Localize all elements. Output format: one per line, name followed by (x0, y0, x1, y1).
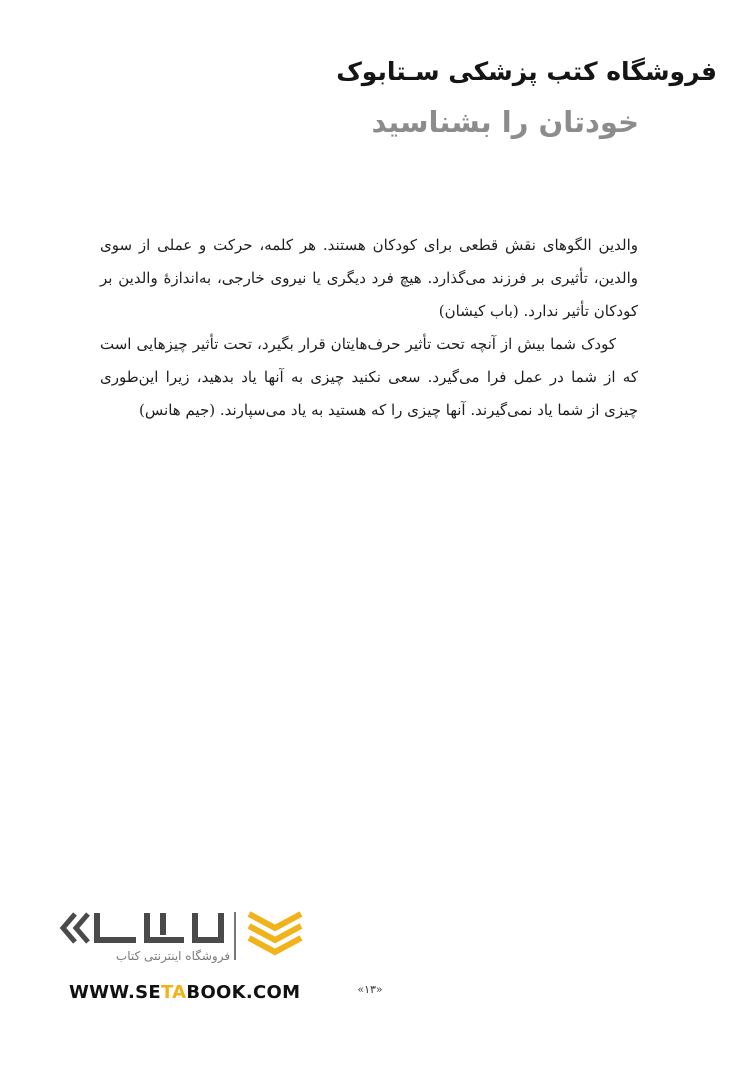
url-part-3: BOOK.COM (186, 982, 301, 1003)
body-text (100, 229, 638, 427)
logo-tagline: فروشگاه اینترنتی کتاب (115, 949, 231, 963)
wordmark-shape (195, 916, 221, 940)
url-part-2: TA (161, 982, 187, 1003)
book-chevron-icon (249, 914, 301, 928)
paragraph-1: والدین الگوهای نقش قطعی برای کودکان هستند. هر کلمه، حرکت و عملی از سوی والدین، تأثیری بر فرزند می‌گذارد. هیچ فرد دیگری یا نیروی خارجی، به‌اندازهٔ والدین بر کودکان تأثیر ندارد. (باب کیشان) (100, 236, 638, 320)
chapter-title: خودتان را بشناسید (371, 105, 639, 139)
wordmark-shape (97, 916, 133, 940)
website-url (69, 982, 300, 1003)
url-part-1: WWW.SE (69, 982, 161, 1003)
chevron-left-icon (76, 914, 88, 942)
paragraph-2: کودک شما بیش از آنچه تحت تأثیر حرف‌هایتان قرار بگیرد، تحت تأثیر چیزهایی است که از شما در عمل فرا می‌گیرد. سعی نکنید چیزی به آنها یاد بدهید، زیرا این‌طوری چیزی از شما یاد نمی‌گیرند. آنها چیزی را که هستید به یاد می‌سپارند. (جیم هانس) (100, 335, 638, 419)
page-number: «۱۳» (357, 983, 383, 996)
setabook-logo (55, 902, 325, 1012)
store-title: فروشگاه کتب پزشکی سـتابوک (336, 57, 717, 86)
